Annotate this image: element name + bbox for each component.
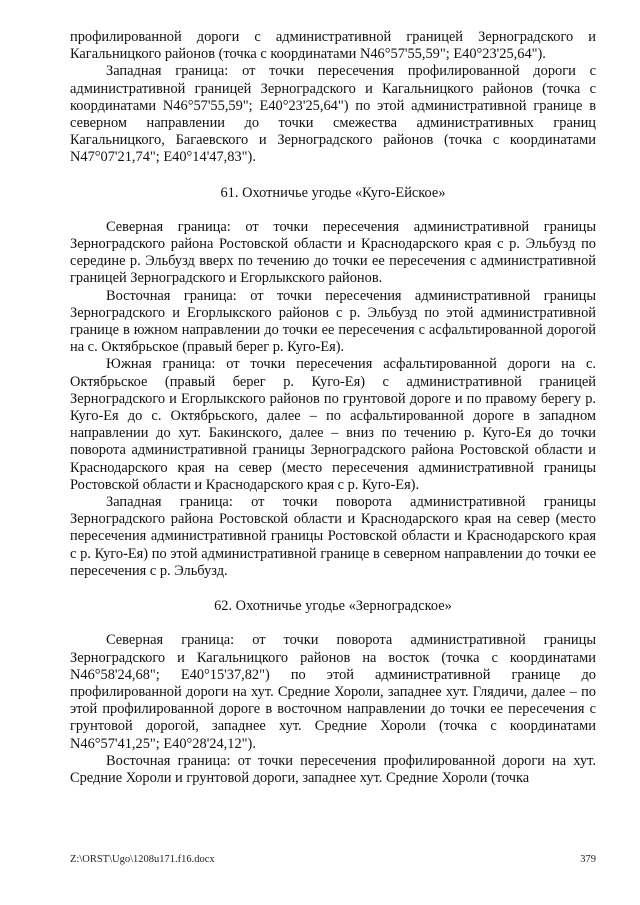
paragraph-northern-border-61: Северная граница: от точки пересечения административной границы Зерноградского района Ростовской области и Краснодарского края с р. Эльбузд по середине р. Эльбузд вверх по течению до точки ее пересечения с административной границей Зерноградского и Егорлыкского районов.: [70, 218, 596, 287]
paragraph-western-border-61: Западная граница: от точки поворота административной границы Зерноградского района Ростовской области и Краснодарского края на север (место пересечения административной границы Ростовской области и Краснодарского края с р. Куго-Ея) по этой административной границе в северном направлении до точки ее пересечения с р. Эльбузд.: [70, 494, 596, 579]
paragraph-western-border-60: Западная граница: от точки пересечения профилированной дороги с административной границей Зерноградского и Кагальницкого районов (точка с координатами N46°57'55,59"; E40°23'25,64") по этой административной границе в северном направлении до точки смежества административных границ Кагальницкого, Багаевского и Зерноградского районов (точка с координатами N47°07'21,74"; E40°14'47,83").: [70, 63, 596, 166]
paragraph-eastern-border-61: Восточная граница: от точки пересечения административной границы Зерноградского и Егорлыкского районов с р. Эльбузд по этой административной границе в южном направлении до точки ее пересечения с асфальтированной дорогой на с. Октябрьское (правый берег р. Куго-Ея).: [70, 287, 596, 356]
paragraph-southern-border-61: Южная граница: от точки пересечения асфальтированной дороги на с. Октябрьское (правый берег р. Куго-Ея) с административной границей Зерноградского и Егорлыкского районов по грунтовой дороге и по правому берегу р. Куго-Ея до с. Октябрьского, далее – по асфальтированной дороге в западном направлении до хут. Бакинского, далее – вниз по течению р. Куго-Ея до точки поворота административной границы Зерноградского района Ростовской области и Краснодарского края на север (место пересечения административной границы Ростовской области и Краснодарского края с р. Куго-Ея).: [70, 356, 596, 493]
paragraph-eastern-border-62: Восточная граница: от точки пересечения профилированной дороги на хут. Средние Хороли и грунтовой дороги, западнее хут. Средние Хороли (точка: [70, 752, 596, 786]
document-body: [70, 29, 596, 787]
footer-file-path: Z:\ORST\Ugo\1208u171.f16.docx: [70, 854, 215, 865]
section-heading-61: 61. Охотничье угодье «Куго-Ейское»: [220, 184, 446, 201]
footer-page-number: 379: [580, 854, 596, 865]
paragraph-northern-border-62: Северная граница: от точки поворота административной границы Зерноградского и Кагальницкого районов на восток (точка с координатами N46°58'24,68"; E40°15'37,82") по этой административной границе до профилированной дороги на хут. Средние Хороли, западнее хут. Глядичи, далее – по этой профилированной дороге в восточном направлении до точки ее пересечения с грунтовой дорогой, западнее хут. Средние Хороли (точка с координатами N46°57'41,25"; E40°28'24,12").: [70, 632, 596, 752]
paragraph-continuation: профилированной дороги с административной границей Зерноградского и Кагальницкого районов (точка с координатами N46°57'55,59"; E40°23'25,64").: [70, 29, 596, 63]
section-heading-62: 62. Охотничье угодье «Зерноградское»: [214, 598, 452, 615]
